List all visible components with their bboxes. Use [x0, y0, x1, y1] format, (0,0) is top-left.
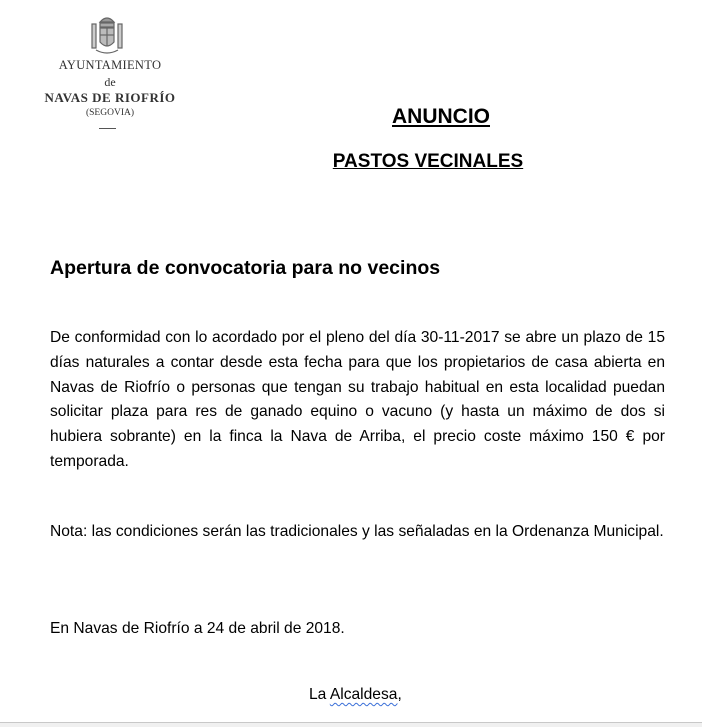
signature-suffix: ,	[397, 686, 402, 703]
letterhead-province: (SEGOVIA)	[85, 108, 135, 118]
section-heading: Apertura de convocatoria para no vecinos	[50, 257, 441, 279]
letterhead-ayuntamiento: AYUNTAMIENTO	[58, 58, 162, 72]
signature-prefix: La	[309, 686, 330, 703]
signature-title-spellcheck[interactable]: Alcaldesa	[329, 686, 398, 703]
page-bottom-edge	[0, 722, 702, 727]
body-paragraph: De conformidad con lo acordado por el pleno del día 30-11-2017 se abre un plazo de 15 días naturales a contar desde esta fecha para que los propietarios de casa abierta en Navas de Riofrío o personas que tengan su trabajo habitual en esta localidad puedan solicitar plaza para res de ganado equino o vacuno (y hasta un máximo de dos si hubiera sobrante) en la finca la Nava de Arriba, el precio coste máximo 150 € por temporada.	[50, 329, 665, 470]
letterhead-town: NAVAS DE RIOFRÍO	[44, 90, 176, 105]
signature	[309, 686, 402, 704]
note-paragraph: Nota: las condiciones serán las tradicionales y las señaladas en la Ordenanza Municipal.	[50, 523, 664, 540]
date-line: En Navas de Riofrío a 24 de abril de 2018.	[50, 620, 345, 637]
document-subtitle: PASTOS VECINALES	[332, 151, 524, 172]
letterhead-de: de	[104, 75, 116, 89]
document-title: ANUNCIO	[392, 105, 490, 128]
coat-of-arms-icon	[88, 12, 126, 56]
